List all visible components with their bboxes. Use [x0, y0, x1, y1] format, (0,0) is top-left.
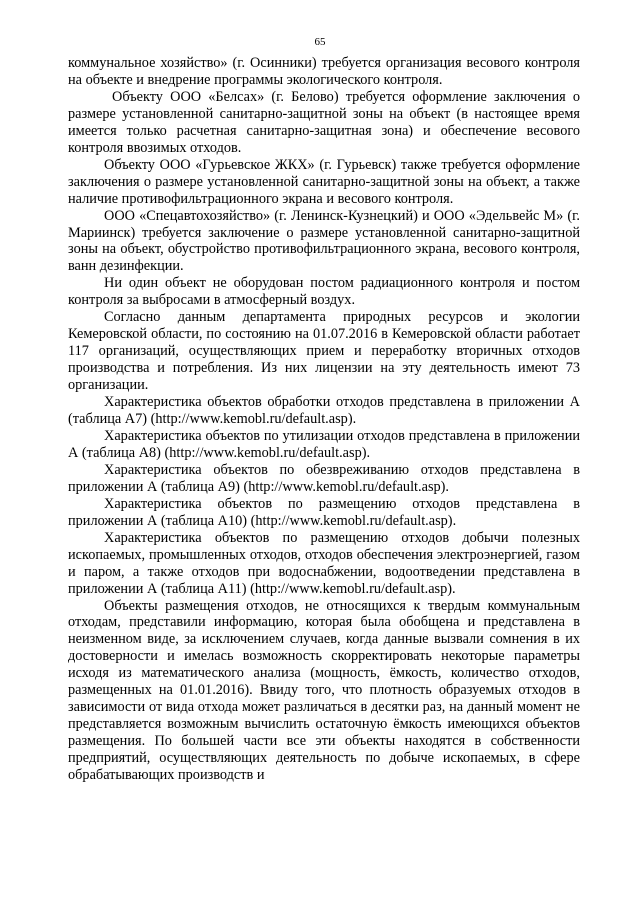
paragraph-belsakh: Объекту ООО «Белсах» (г. Белово) требуется оформление заключения о размере установленной санитарно-защитной зоны на объект (в настоящее время имеется только расчетная санитарно-защитная зона) и обеспечение весового контроля ввозимых отходов. — [68, 88, 580, 156]
paragraph-spetsavtokhozyaystvo: ООО «Спецавтохозяйство» (г. Ленинск-Кузнецкий) и ООО «Эдельвейс М» (г. Мариинск) требуется заключение о размере установленной санитарно-защитной зоны на объект, обустройство противофильтрационного экрана, весового контроля, ванн дезинфекции. — [68, 207, 580, 275]
paragraph-table-a9: Характеристика объектов по обезвреживанию отходов представлена в приложении А (таблица А9) (http://www.kemobl.ru/default.asp). — [68, 461, 580, 495]
paragraph-radiation-control: Ни один объект не оборудован постом радиационного контроля и постом контроля за выбросами в атмосферный воздух. — [68, 275, 580, 309]
paragraph-table-a8: Характеристика объектов по утилизации отходов представлена в приложении А (таблица А8) (http://www.kemobl.ru/default.asp). — [68, 427, 580, 461]
paragraph-waste-placement-objects: Объекты размещения отходов, не относящихся к твердым коммунальным отходам, представили информацию, которая была обобщена и представлена в неизменном виде, за исключением случаев, когда данные вызвали сомнения в их достоверности и имелась возможность скорректировать некоторые параметры исходя из математического анализа (мощность, ёмкость, количество отходов, размещенных на 01.01.2016). Ввиду того, что плотность образуемых отходов в зависимости от вида отхода может различаться в десятки раз, на данный момент не представляется возможным вычислить остаточную ёмкость имеющихся объектов размещения. По большей части все эти объекты находятся в собственности предприятий, осуществляющих деятельность по добыче ископаемых, в сфере обрабатывающих производств и — [68, 597, 580, 784]
paragraph-continuation: коммунальное хозяйство» (г. Осинники) требуется организация весового контроля на объекте и внедрение программы экологического контроля. — [68, 55, 580, 88]
document-body — [68, 55, 580, 784]
paragraph-table-a11: Характеристика объектов по размещению отходов добычи полезных ископаемых, промышленных отходов, отходов обеспечения электроэнергией, газом и паром, а также отходов при водоснабжении, водоотведении представлена в приложении А (таблица А11) (http://www.kemobl.ru/default.asp). — [68, 529, 580, 597]
paragraph-guryevskoe-zhkkh: Объекту ООО «Гурьевское ЖКХ» (г. Гурьевск) также требуется оформление заключения о размере установленной санитарно-защитной зоны на объект, а также наличие противофильтрационного экрана и весового контроля. — [68, 156, 580, 207]
paragraph-department-data: Согласно данным департамента природных ресурсов и экологии Кемеровской области, по состоянию на 01.07.2016 в Кемеровской области работает 117 организаций, осуществляющих прием и переработку вторичных отходов производства и потребления. Из них лицензии на эту деятельность имеют 73 организации. — [68, 309, 580, 394]
page-number: 65 — [314, 36, 326, 48]
paragraph-table-a7: Характеристика объектов обработки отходов представлена в приложении А (таблица А7) (http://www.kemobl.ru/default.asp). — [68, 394, 580, 428]
paragraph-table-a10: Характеристика объектов по размещению отходов представлена в приложении А (таблица А10) (http://www.kemobl.ru/default.asp). — [68, 495, 580, 529]
